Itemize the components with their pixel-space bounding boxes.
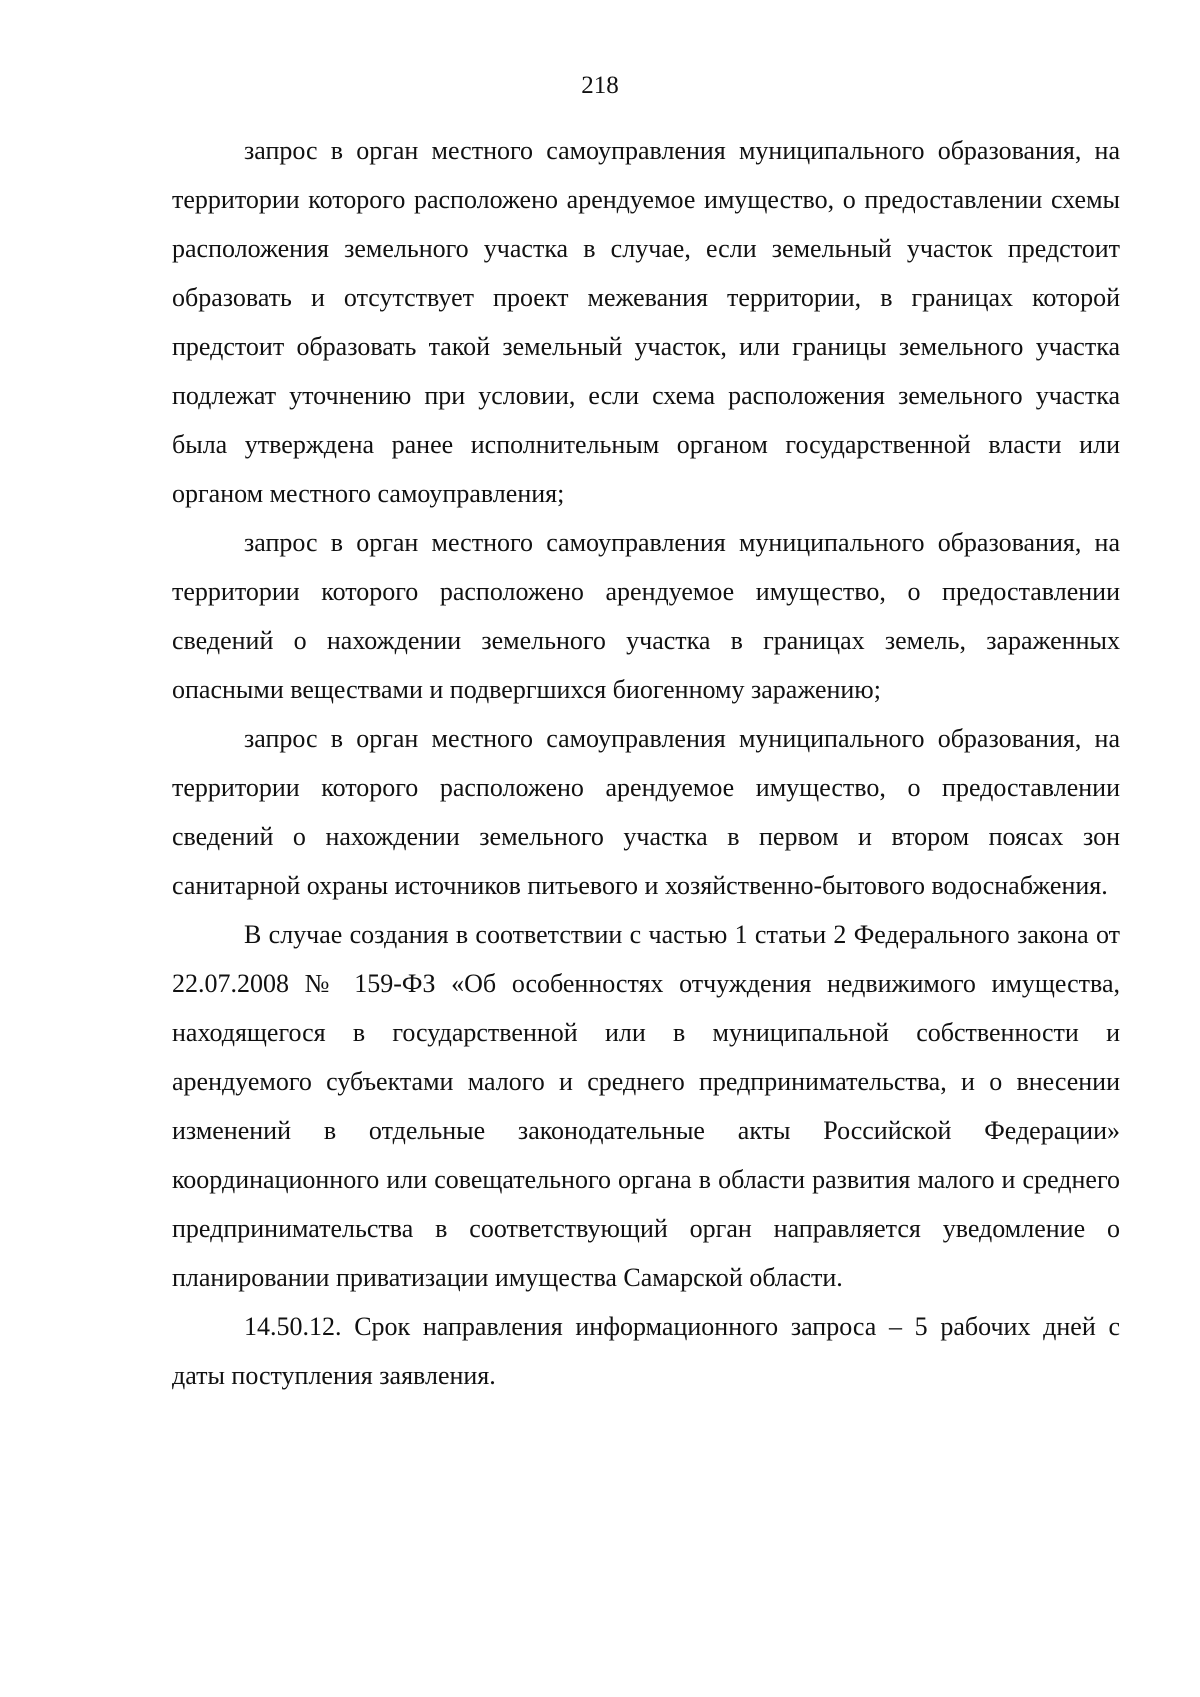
- paragraph-privatization-notice: В случае создания в соответствии с частью 1 статьи 2 Федерального закона от 22.07.2008 № 159-ФЗ «Об особенностях отчуждения недвижимого имущества, находящегося в государственной или в муниципальной собственности и арендуемого субъектами малого и среднего предпринимательства, и о внесении изменений в отдельные законодательные акты Российской Федерации» координационного или совещательного органа в области развития малого и среднего предпринимательства в соответствующий орган направляется уведомление о планировании приватизации имущества Самарской области.: [172, 920, 1120, 1292]
- document-body: [172, 126, 1120, 1400]
- page-number: 218: [581, 72, 619, 99]
- paragraph-request-sanitary-zones: запрос в орган местного самоуправления муниципального образования, на территории которого расположено арендуемое имущество, о предоставлении сведений о нахождении земельного участка в первом и втором поясах зон санитарной охраны источников питьевого и хозяйственно-бытового водоснабжения.: [172, 724, 1120, 900]
- paragraph-request-land-scheme: запрос в орган местного самоуправления муниципального образования, на территории которого расположено арендуемое имущество, о предоставлении схемы расположения земельного участка в случае, если земельный участок предстоит образовать и отсутствует проект межевания территории, в границах которой предстоит образовать такой земельный участок, или границы земельного участка подлежат уточнению при условии, если схема расположения земельного участка была утверждена ранее исполнительным органом государственной власти или органом местного самоуправления;: [172, 136, 1120, 508]
- paragraph-request-contaminated-lands: запрос в орган местного самоуправления муниципального образования, на территории которого расположено арендуемое имущество, о предоставлении сведений о нахождении земельного участка в границах земель, зараженных опасными веществами и подвергшихся биогенному заражению;: [172, 528, 1120, 704]
- paragraph-request-deadline: 14.50.12. Срок направления информационного запроса – 5 рабочих дней с даты поступления заявления.: [172, 1312, 1120, 1390]
